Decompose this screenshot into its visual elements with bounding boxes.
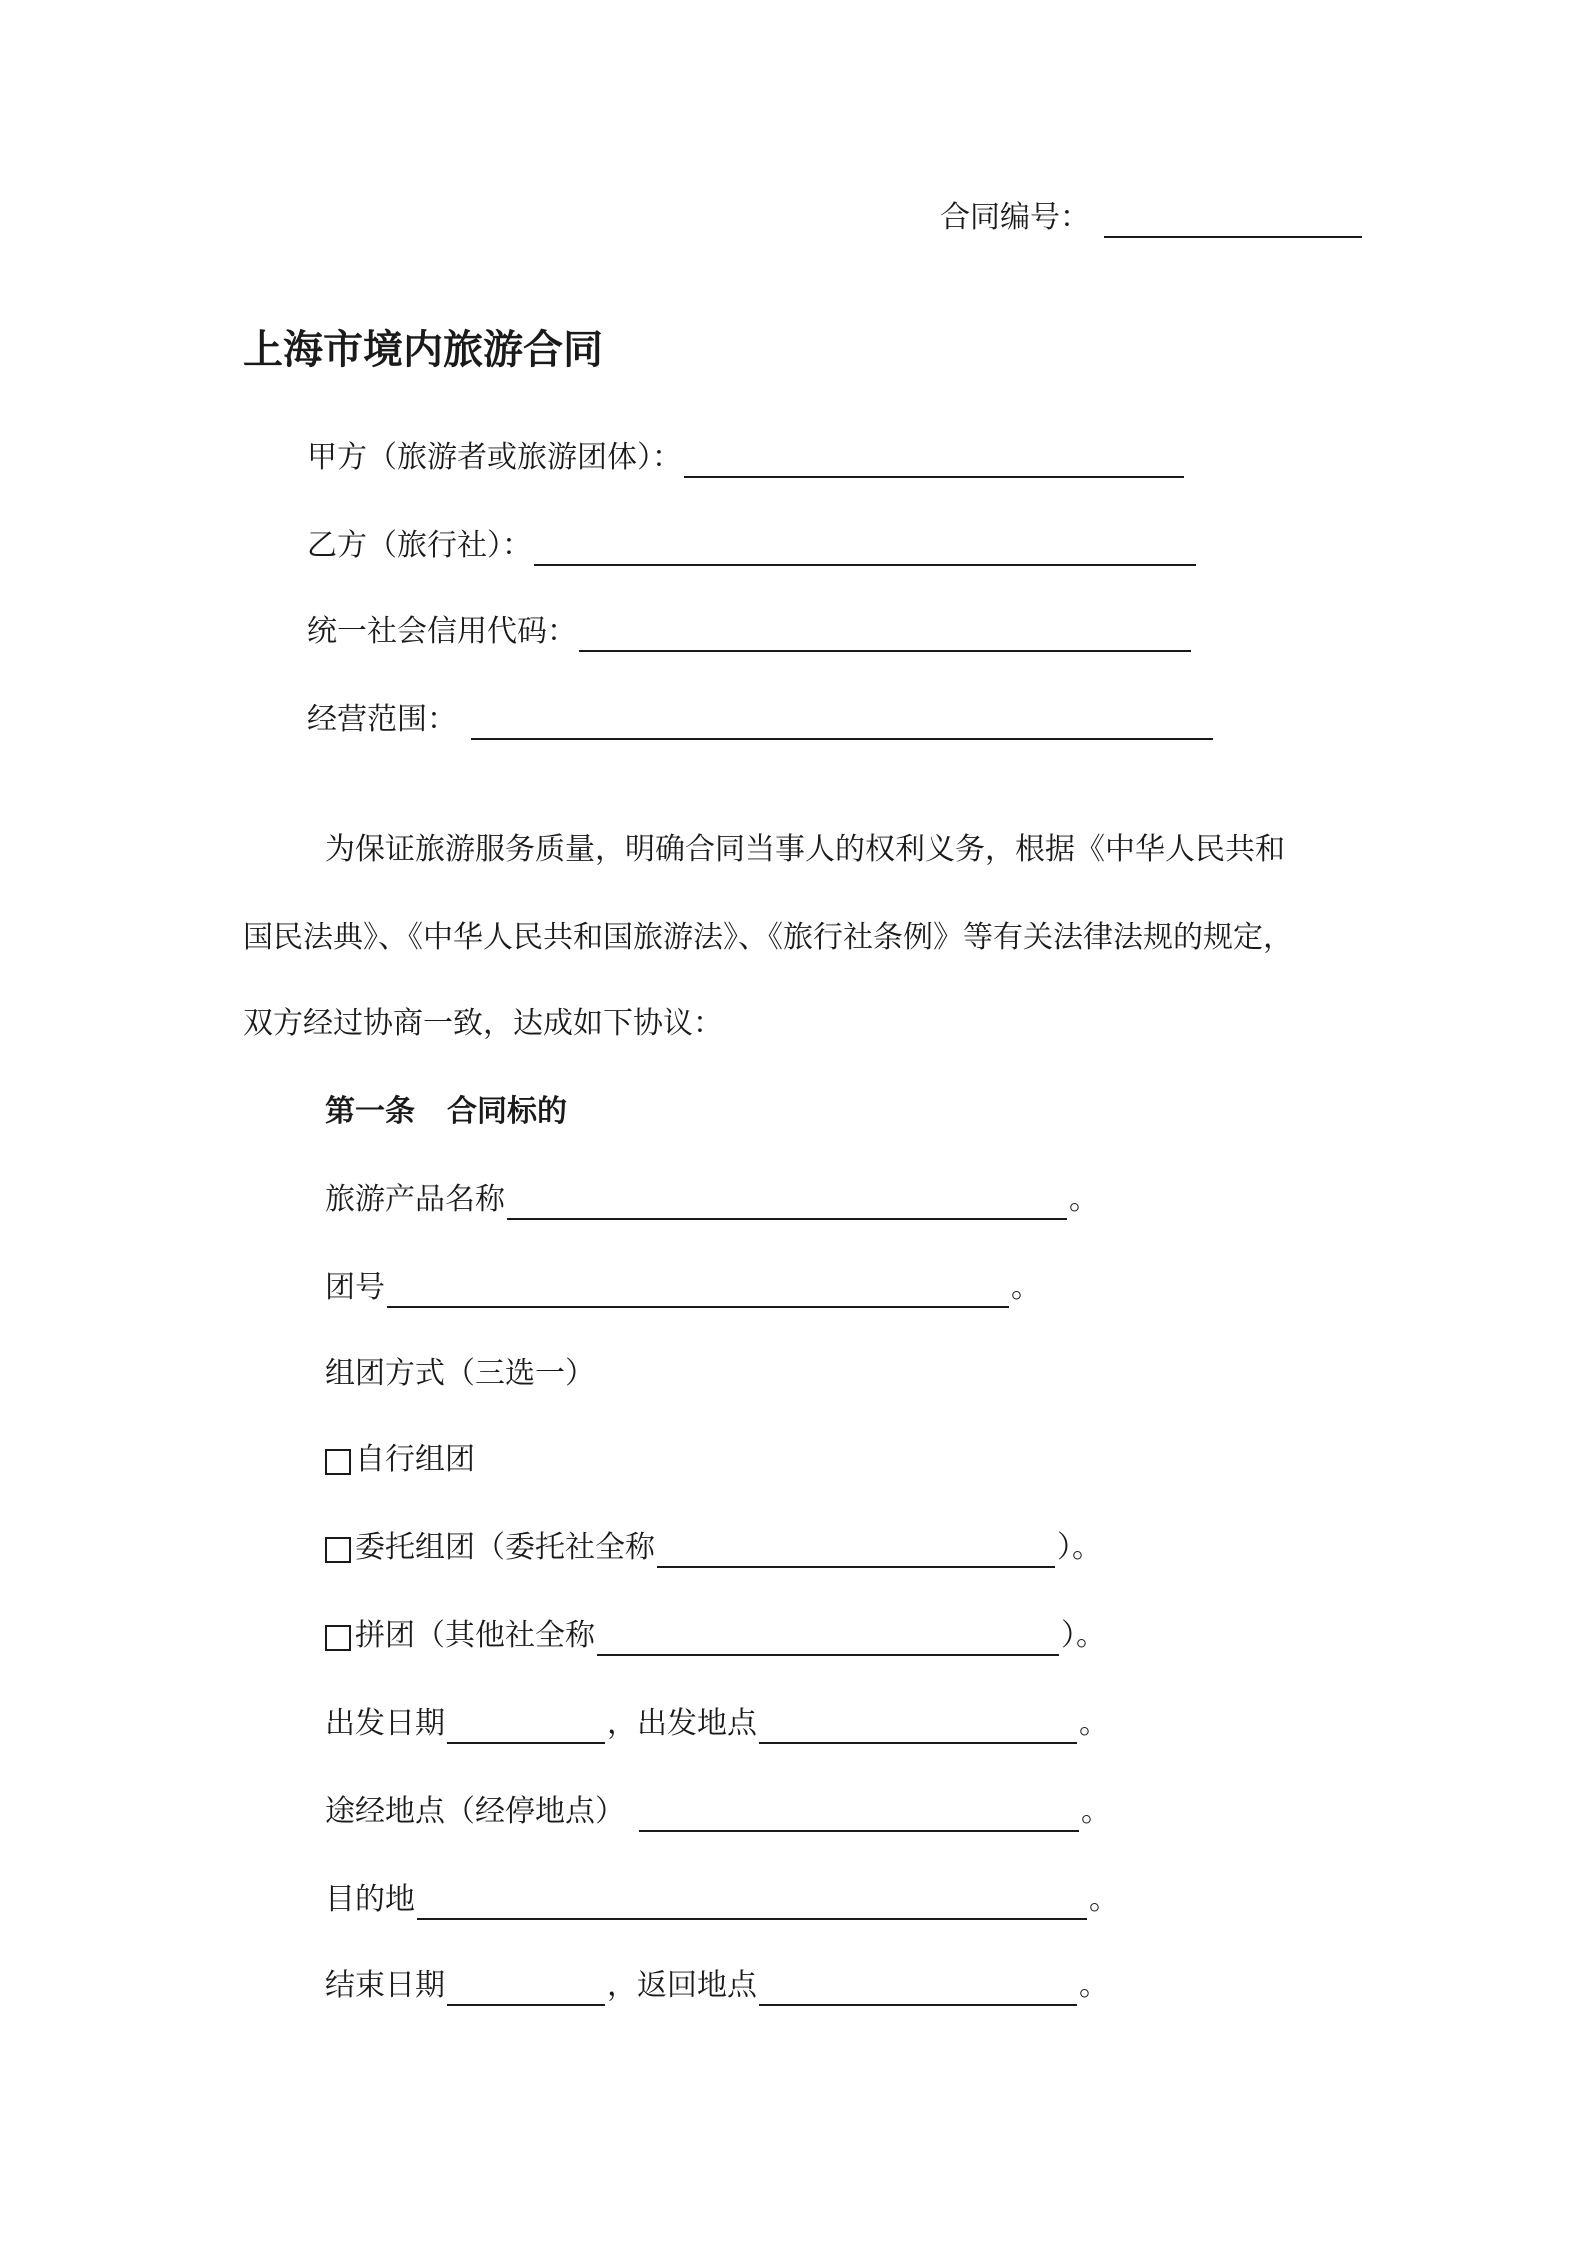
product-name-period: 。: [1069, 1182, 1099, 1217]
departure-period: 。: [1079, 1706, 1109, 1741]
joint-agency-field[interactable]: [597, 1620, 1059, 1656]
contract-number-row: [940, 198, 1364, 238]
party-b-field[interactable]: [534, 530, 1196, 566]
departure-row: [325, 1704, 1109, 1744]
group-number-label: 团号: [325, 1270, 385, 1305]
option-joint-label: 拼团（其他社全称: [355, 1618, 595, 1653]
option-entrusted-close: ）。: [1057, 1530, 1102, 1565]
business-scope-label: 经营范围：: [307, 702, 457, 737]
business-scope-field[interactable]: [471, 704, 1213, 740]
group-number-row: [325, 1268, 1041, 1308]
end-date-label: 结束日期: [325, 1968, 445, 2003]
end-period: 。: [1079, 1968, 1109, 2003]
departure-date-field[interactable]: [447, 1708, 605, 1744]
option-entrusted-label: 委托组团（委托社全称: [355, 1530, 655, 1565]
group-number-period: 。: [1011, 1270, 1041, 1305]
option-joint-close: ）。: [1061, 1618, 1106, 1653]
destination-label: 目的地: [325, 1882, 415, 1917]
entrusted-agency-field[interactable]: [657, 1532, 1055, 1568]
party-a-label: 甲方（旅游者或旅游团体）：: [307, 440, 682, 475]
party-a-field[interactable]: [684, 442, 1184, 478]
return-place-label: ，返回地点: [607, 1968, 757, 2003]
product-name-label: 旅游产品名称: [325, 1182, 505, 1217]
credit-code-row: [307, 612, 1193, 652]
contract-number-field[interactable]: [1104, 202, 1362, 238]
option-joint-row: [325, 1616, 1106, 1656]
group-method-label: 组团方式（三选一）: [325, 1356, 595, 1391]
via-period: 。: [1081, 1794, 1111, 1829]
departure-date-label: 出发日期: [325, 1706, 445, 1741]
departure-place-label: ，出发地点: [607, 1706, 757, 1741]
product-name-field[interactable]: [507, 1184, 1067, 1220]
via-row: [325, 1792, 1111, 1832]
destination-field[interactable]: [417, 1884, 1087, 1920]
party-b-label: 乙方（旅行社）：: [307, 528, 532, 563]
party-a-row: [307, 438, 1186, 478]
destination-period: 。: [1089, 1882, 1119, 1917]
option-self-label: 自行组团: [355, 1442, 475, 1477]
preamble-line-1: 为保证旅游服务质量，明确合同当事人的权利义务，根据《中华人民共和: [325, 832, 1285, 867]
via-label: 途经地点（经停地点）: [325, 1794, 625, 1829]
option-entrusted-checkbox[interactable]: [325, 1537, 351, 1563]
product-name-row: [325, 1180, 1099, 1220]
contract-number-label: 合同编号：: [940, 200, 1090, 235]
business-scope-row: [307, 700, 1215, 740]
article-1-title: 合同标的: [447, 1094, 567, 1129]
article-1-heading: [325, 1092, 567, 1132]
option-self-row: [325, 1440, 475, 1480]
group-number-field[interactable]: [387, 1272, 1009, 1308]
party-b-row: [307, 526, 1198, 566]
option-joint-checkbox[interactable]: [325, 1625, 351, 1651]
preamble-line-3: 双方经过协商一致，达成如下协议：: [243, 1006, 723, 1041]
credit-code-field[interactable]: [579, 616, 1191, 652]
credit-code-label: 统一社会信用代码：: [307, 614, 577, 649]
end-date-field[interactable]: [447, 1970, 605, 2006]
preamble-line-2: 国民法典》、《中华人民共和国旅游法》、《旅行社条例》等有关法律法规的规定，: [243, 920, 1293, 955]
destination-row: [325, 1880, 1119, 1920]
via-field[interactable]: [639, 1796, 1079, 1832]
departure-place-field[interactable]: [759, 1708, 1077, 1744]
end-row: [325, 1966, 1109, 2006]
option-entrusted-row: [325, 1528, 1102, 1568]
group-method-row: [325, 1354, 595, 1394]
article-1-number: 第一条: [325, 1094, 415, 1129]
return-place-field[interactable]: [759, 1970, 1077, 2006]
option-self-checkbox[interactable]: [325, 1449, 351, 1475]
document-title: 上海市境内旅游合同: [243, 327, 603, 373]
